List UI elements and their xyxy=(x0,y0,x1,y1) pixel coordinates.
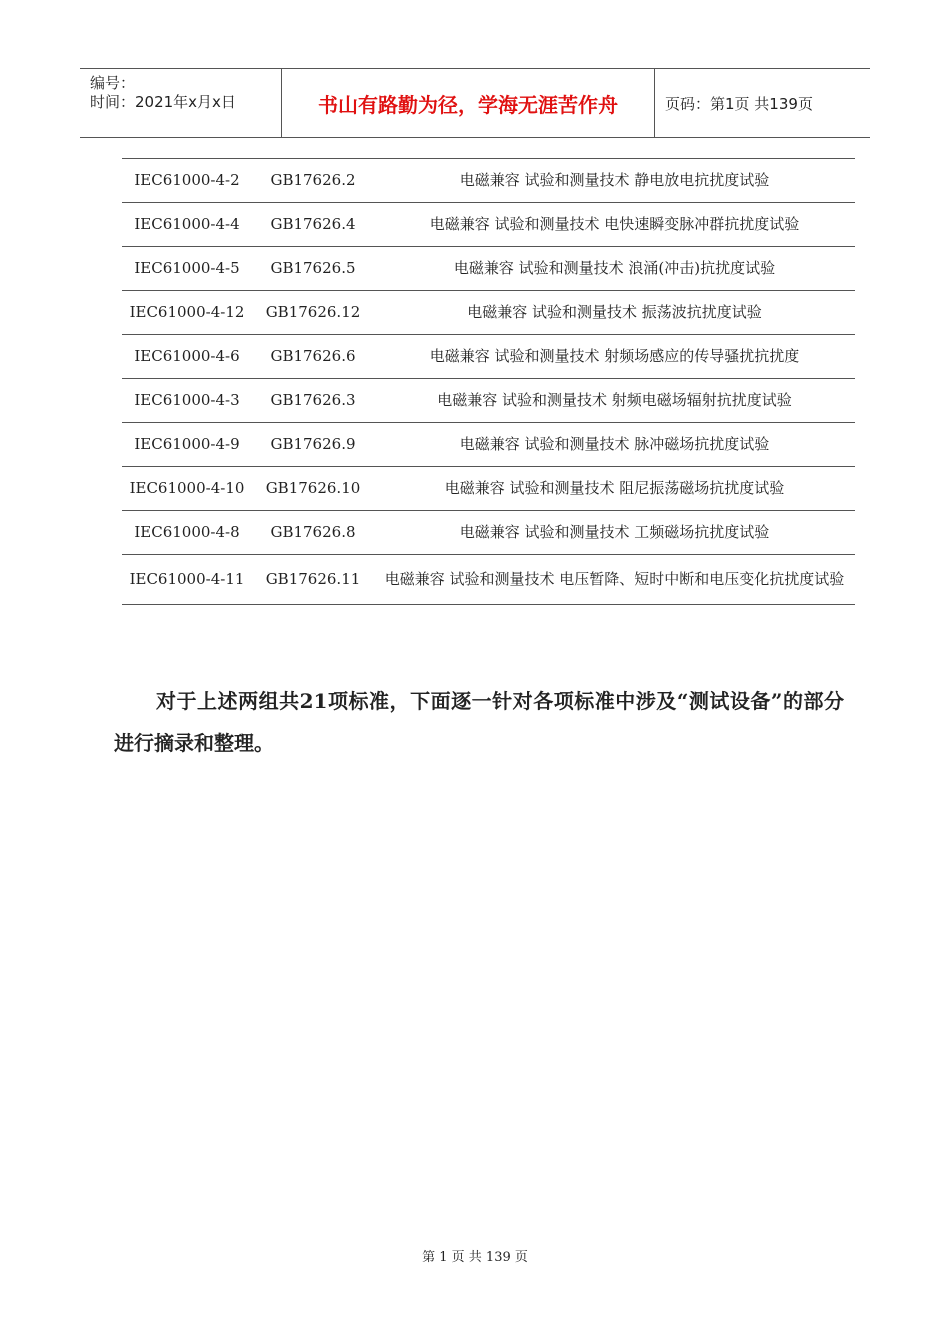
standard-title: 电磁兼容 试验和测量技术 浪涌(冲击)抗扰度试验 xyxy=(374,247,855,291)
gb-code: GB17626.6 xyxy=(252,335,374,379)
gb-code: GB17626.2 xyxy=(252,159,374,203)
header-motto: 书山有路勤为径，学海无涯苦作舟 xyxy=(281,69,655,137)
iec-code: IEC61000-4-2 xyxy=(122,159,252,203)
gb-code: GB17626.12 xyxy=(252,291,374,335)
gb-code: GB17626.4 xyxy=(252,203,374,247)
standards-table xyxy=(122,158,855,605)
table-row xyxy=(122,511,855,555)
gb-code: GB17626.9 xyxy=(252,423,374,467)
iec-code: IEC61000-4-4 xyxy=(122,203,252,247)
page-footer: 第 1 页 共 139 页 xyxy=(422,1250,528,1265)
gb-code: GB17626.8 xyxy=(252,511,374,555)
standard-title: 电磁兼容 试验和测量技术 静电放电抗扰度试验 xyxy=(374,159,855,203)
number-label: 编号： xyxy=(90,74,136,92)
gb-code: GB17626.10 xyxy=(252,467,374,511)
table-row xyxy=(122,291,855,335)
table-row xyxy=(122,159,855,203)
standard-title: 电磁兼容 试验和测量技术 工频磁场抗扰度试验 xyxy=(374,511,855,555)
body-paragraph: 对于上述两组共21项标准，下面逐一针对各项标准中涉及“测试设备”的部分进行摘录和整理。 xyxy=(114,689,844,755)
table-row xyxy=(122,555,855,605)
iec-code: IEC61000-4-10 xyxy=(122,467,252,511)
standard-title: 电磁兼容 试验和测量技术 阻尼振荡磁场抗扰度试验 xyxy=(374,467,855,511)
header-meta xyxy=(80,69,280,137)
table-row xyxy=(122,379,855,423)
standard-title: 电磁兼容 试验和测量技术 振荡波抗扰度试验 xyxy=(374,291,855,335)
iec-code: IEC61000-4-6 xyxy=(122,335,252,379)
iec-code: IEC61000-4-3 xyxy=(122,379,252,423)
standard-title: 电磁兼容 试验和测量技术 脉冲磁场抗扰度试验 xyxy=(374,423,855,467)
iec-code: IEC61000-4-8 xyxy=(122,511,252,555)
standard-title: 电磁兼容 试验和测量技术 电压暂降、短时中断和电压变化抗扰度试验 xyxy=(374,555,855,605)
standard-title: 电磁兼容 试验和测量技术 射频电磁场辐射抗扰度试验 xyxy=(374,379,855,423)
table-row xyxy=(122,335,855,379)
gb-code: GB17626.11 xyxy=(252,555,374,605)
page-header xyxy=(80,68,870,138)
standard-title: 电磁兼容 试验和测量技术 射频场感应的传导骚扰抗扰度 xyxy=(374,335,855,379)
iec-code: IEC61000-4-9 xyxy=(122,423,252,467)
table-row xyxy=(122,203,855,247)
standard-title: 电磁兼容 试验和测量技术 电快速瞬变脉冲群抗扰度试验 xyxy=(374,203,855,247)
header-page-info: 页码：第1页 共139页 xyxy=(665,94,813,113)
iec-code: IEC61000-4-12 xyxy=(122,291,252,335)
time-label: 时间：2021年x月x日 xyxy=(90,93,236,111)
table-row xyxy=(122,423,855,467)
table-row xyxy=(122,247,855,291)
table-row xyxy=(122,467,855,511)
iec-code: IEC61000-4-5 xyxy=(122,247,252,291)
gb-code: GB17626.3 xyxy=(252,379,374,423)
iec-code: IEC61000-4-11 xyxy=(122,555,252,605)
gb-code: GB17626.5 xyxy=(252,247,374,291)
